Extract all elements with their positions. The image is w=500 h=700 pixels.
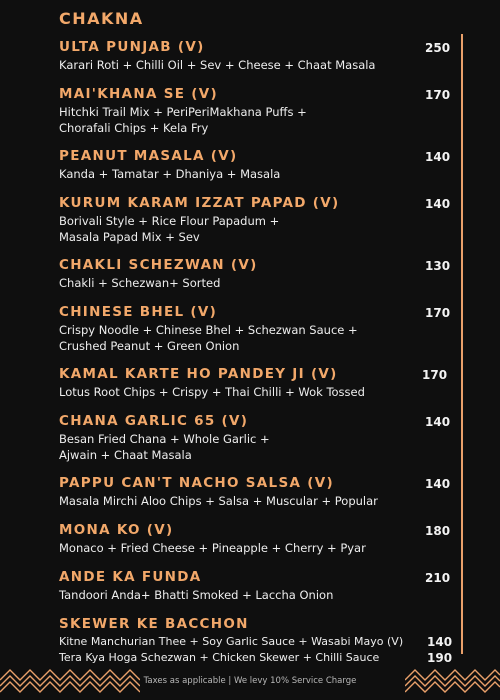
item-description: Lotus Root Chips + Crispy + Thai Chilli + Wok Tossed (59, 385, 365, 399)
menu-item (59, 85, 454, 136)
item-name: ANDE KA FUNDA (59, 569, 202, 585)
menu-item (59, 521, 454, 556)
item-description: Hitchki Trail Mix + PeriPeriMakhana Puffs + Chorafali Chips + Kela Fry (59, 105, 307, 135)
item-name: PAPPU CAN'T NACHO SALSA (V) (59, 475, 334, 491)
menu-item (59, 412, 454, 463)
menu-item (59, 568, 454, 603)
item-price: 170 (425, 88, 451, 102)
item-price: 190 (427, 651, 453, 665)
item-name: KAMAL KARTE HO PANDEY JI (V) (59, 366, 338, 382)
item-name: MAI'KHANA SE (V) (59, 86, 218, 102)
item-description: Chakli + Schezwan+ Sorted (59, 276, 221, 290)
menu-item (59, 303, 454, 354)
menu-item (59, 147, 454, 182)
menu-item (59, 38, 454, 73)
item-price: 140 (425, 150, 451, 164)
item-price: 210 (425, 571, 451, 585)
item-description: Besan Fried Chana + Whole Garlic + Ajwain + Chaat Masala (59, 432, 270, 462)
menu-item (59, 474, 454, 509)
item-price: 140 (427, 635, 453, 649)
item-description: Kanda + Tamatar + Dhaniya + Masala (59, 167, 281, 181)
item-name: MONA KO (V) (59, 522, 174, 538)
item-price: 250 (425, 41, 451, 55)
item-name: CHANA GARLIC 65 (V) (59, 413, 249, 429)
divider-line (461, 34, 463, 654)
menu-item (59, 365, 454, 400)
item-name: KURUM KARAM IZZAT PAPAD (V) (59, 195, 340, 211)
item-price: 140 (425, 197, 451, 211)
footer-note: Taxes as applicable | We levy 10% Service Charge (143, 676, 357, 686)
menu-item (59, 194, 454, 245)
item-description: Borivali Style + Rice Flour Papadum + Masala Papad Mix + Sev (59, 214, 280, 244)
item-price: 180 (425, 524, 451, 538)
item-description: Kitne Manchurian Thee + Soy Garlic Sauce + Wasabi Mayo (V) (59, 635, 404, 648)
item-name: CHAKLI SCHEZWAN (V) (59, 257, 258, 273)
item-description: Tera Kya Hoga Schezwan + Chicken Skewer + Chilli Sauce (59, 651, 380, 664)
item-description: Karari Roti + Chilli Oil + Sev + Cheese + Chaat Masala (59, 58, 376, 72)
item-description: Crispy Noodle + Chinese Bhel + Schezwan Sauce + Crushed Peanut + Green Onion (59, 323, 358, 353)
item-price: 170 (425, 306, 451, 320)
item-description: Tandoori Anda+ Bhatti Smoked + Laccha Onion (59, 588, 334, 602)
item-price: 130 (425, 259, 451, 273)
item-name: SKEWER KE BACCHON (59, 616, 249, 632)
menu-item (59, 256, 454, 291)
item-price: 170 (422, 368, 448, 382)
item-description: Masala Mirchi Aloo Chips + Salsa + Muscular + Popular (59, 494, 378, 508)
item-description: Monaco + Fried Cheese + Pineapple + Cherry + Pyar (59, 541, 366, 555)
item-name: CHINESE BHEL (V) (59, 304, 218, 320)
item-price: 140 (425, 415, 451, 429)
menu-item (59, 615, 454, 666)
item-name: ULTA PUNJAB (V) (59, 39, 205, 55)
item-name: PEANUT MASALA (V) (59, 148, 238, 164)
item-price: 140 (425, 477, 451, 491)
section-title: CHAKNA (59, 9, 144, 28)
